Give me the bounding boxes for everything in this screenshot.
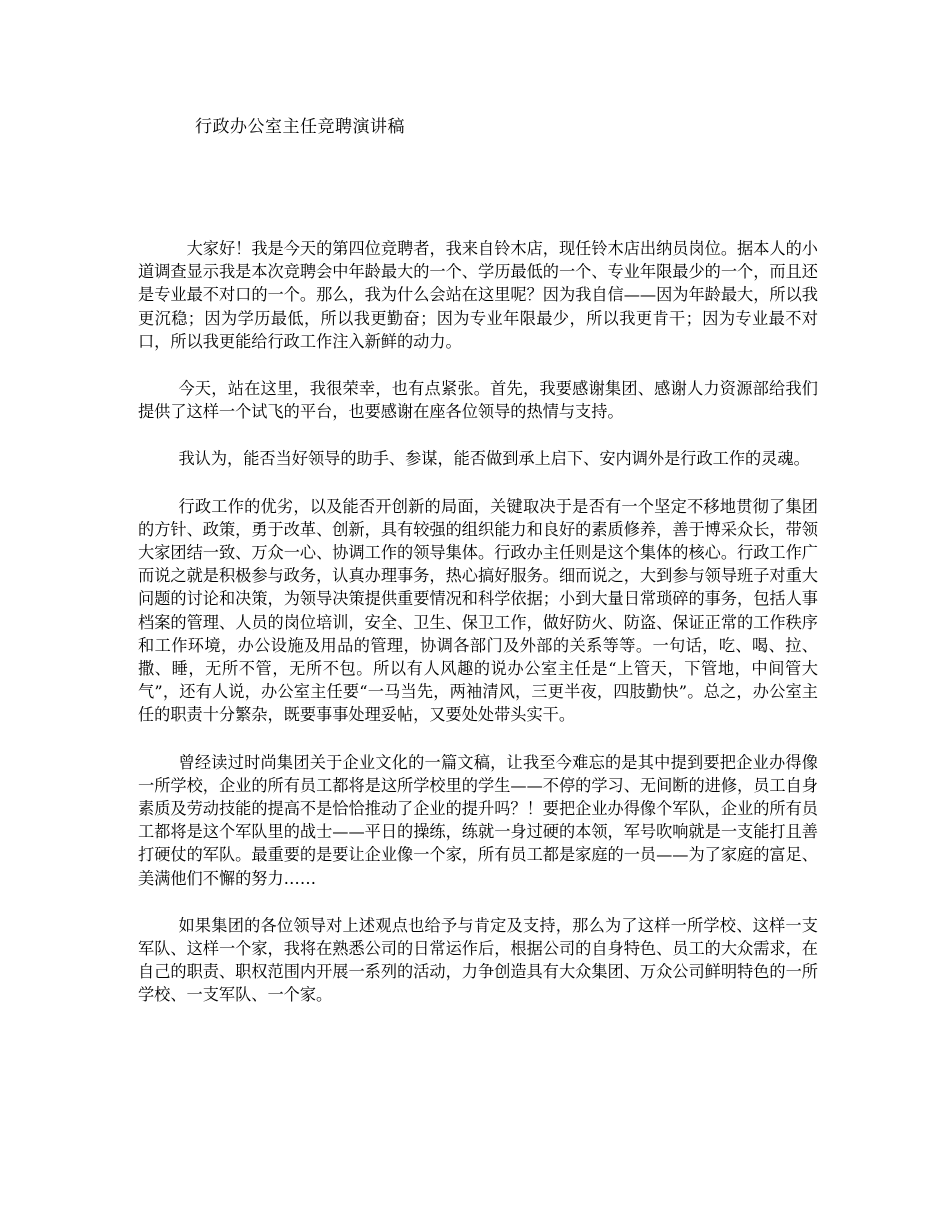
paragraph-role-description: 行政工作的优劣，以及能否开创新的局面，关键取决于是否有一个坚定不移地贯彻了集团的方针、政策，勇于改革、创新，具有较强的组织能力和良好的素质修养，善于博采众长，带领大家团结一致、万众一心、协调工作的领导集体。行政办主任则是这个集体的核心。行政工作广而说之就是积极参与政务，认真办理事务，热心搞好服务。细而说之，大到参与领导班子对重大问题的讨论和决策，为领导决策提供重要情况和科学依据；小到大量日常琐碎的事务，包括人事档案的管理、人员的岗位培训，安全、卫生、保卫工作，做好防火、防盗、保证正常的工作秩序和工作环境，办公设施及用品的管理，协调各部门及外部的关系等等。一句话，吃、喝、拉、撒、睡，无所不管，无所不包。所以有人风趣的说办公室主任是“上管天，下管地，中间管大气”，还有人说，办公室主任要“一马当先，两袖清风，三更半夜，四肢勤快”。总之，办公室主任的职责十分繁杂，既要事事处理妥帖，又要处处带头实干。	[138, 496, 818, 725]
paragraph-corporate-culture: 曾经读过时尚集团关于企业文化的一篇文稿，让我至今难忘的是其中提到要把企业办得像一所学校，企业的所有员工都将是这所学校里的学生——不停的学习、无间断的进修，员工自身素质及劳动技能的提高不是恰恰推动了企业的提升吗？！要把企业办得像个军队，企业的所有员工都将是这个军队里的战士——平日的操练，练就一身过硬的本领，军号吹响就是一支能打且善打硬仗的军队。最重要的是要让企业像一个家，所有员工都是家庭的一员——为了家庭的富足、美满他们不懈的努力……	[138, 752, 818, 888]
paragraph-greeting: 大家好！我是今天的第四位竞聘者，我来自铃木店，现任铃木店出纳员岗位。据本人的小道调查显示我是本次竞聘会中年龄最大的一个、学历最低的一个、专业年限最少的一个，而且还是专业最不对口的一个。那么，我为什么会站在这里呢？因为我自信——因为年龄最大，所以我更沉稳；因为学历最低，所以我更勤奋；因为专业年限最少，所以我更肯干；因为专业最不对口，所以我更能给行政工作注入新鲜的动力。	[138, 239, 818, 351]
document-title: 行政办公室主任竞聘演讲稿	[195, 117, 405, 137]
paragraph-thanks: 今天，站在这里，我很荣幸，也有点紧张。首先，我要感谢集团、感谢人力资源部给我们提供了这样一个试飞的平台，也要感谢在座各位领导的热情与支持。	[138, 379, 818, 422]
paragraph-viewpoint: 我认为，能否当好领导的助手、参谋，能否做到承上启下、安内调外是行政工作的灵魂。	[178, 449, 810, 469]
document-body	[138, 237, 818, 1031]
paragraph-plan: 如果集团的各位领导对上述观点也给予与肯定及支持，那么为了这样一所学校、这样一支军队、这样一个家，我将在熟悉公司的日常运作后，根据公司的自身特色、员工的大众需求，在自己的职责、职权范围内开展一系列的活动，力争创造具有大众集团、万众公司鲜明特色的一所学校、一支军队、一个家。	[138, 915, 818, 1005]
